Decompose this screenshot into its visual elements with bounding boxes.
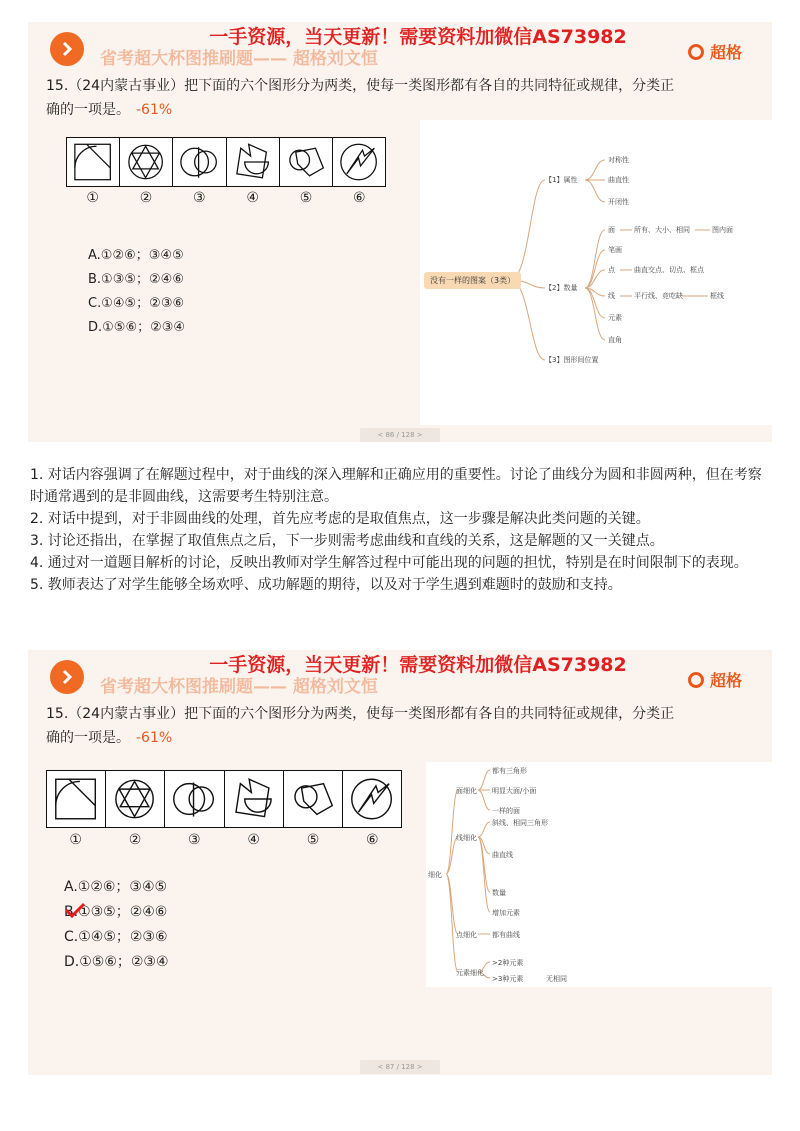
mind-map-root: 没有一样的图案（3类）: [424, 272, 521, 289]
brand-icon: [688, 672, 704, 688]
figure-label: ①: [86, 190, 99, 206]
question-line-2: 确的一项是。: [46, 730, 130, 746]
slide-header: [28, 22, 772, 72]
mm-leaf: 线: [608, 292, 615, 300]
figure-labels: [66, 190, 386, 206]
mm-leaf: >2种元素: [492, 959, 524, 967]
figure-6: [333, 138, 385, 186]
mm-leaf: 增加元素: [492, 909, 520, 917]
figure-2: [106, 771, 165, 827]
error-rate: -61%: [136, 102, 173, 118]
figure-label: ②: [139, 190, 153, 206]
mm-branch: 元素细化: [456, 969, 484, 977]
figure-1: [67, 138, 120, 186]
note-item: 3. 讨论还指出，在掌握了取值焦点之后，下一步则需考虑曲线和直线的关系，这是解题的又一关键点。: [30, 533, 664, 549]
option-d[interactable]: D.①⑤⑥；②③④: [88, 320, 186, 335]
slide-header: [28, 650, 772, 700]
mind-map: [420, 120, 772, 425]
figure-2: [120, 138, 173, 186]
mm-leaf: 曲直性: [608, 176, 629, 184]
error-rate: -61%: [136, 730, 173, 746]
brand-name: 超格: [709, 43, 742, 62]
mm-branch-attr: 【1】属性: [545, 176, 578, 184]
mm-leaf: 面: [608, 226, 615, 234]
mm-leaf: 都有曲线: [492, 931, 520, 939]
brand-icon: [688, 44, 704, 60]
chevron-right-icon: [59, 669, 75, 685]
figure-3: [165, 771, 224, 827]
figure-3: [173, 138, 226, 186]
mind-map-lines: [426, 762, 772, 987]
page-indicator[interactable]: < 87 / 128 >: [360, 1060, 440, 1074]
option-a[interactable]: A.①②⑥；③④⑤: [64, 879, 168, 895]
ad-banner-text: 一手资源，当天更新！需要资料加微信AS73982: [209, 26, 627, 48]
figure-labels: [46, 832, 402, 848]
mm-leaf: 对称性: [608, 156, 629, 164]
brand-name: 超格: [709, 671, 742, 690]
option-b[interactable]: B.①③⑤；②④⑥: [88, 272, 184, 287]
mm-leaf: >3种元素: [492, 975, 524, 983]
mm-leaf: 数量: [492, 889, 506, 897]
figure-label: ⑥: [366, 832, 379, 848]
summary-notes: [30, 464, 770, 596]
page-indicator[interactable]: < 86 / 128 >: [360, 428, 440, 442]
mm-leaf: 开闭性: [608, 198, 629, 206]
mm-leaf: 斜线、相同三角形: [492, 819, 548, 827]
figure-label: ①: [69, 832, 82, 848]
mm-branch: 点细化: [456, 931, 477, 939]
figure-label: ⑤: [306, 832, 320, 848]
mm-leaf: 曲直交点、切点、框点: [634, 266, 704, 274]
mm-branch: 面细化: [456, 787, 477, 795]
figure-5: [280, 138, 333, 186]
mind-map: [426, 762, 772, 987]
note-item: 5. 教师表达了对学生能够全场欢呼、成功解题的期待，以及对于学生遇到难题时的鼓励和支持。: [30, 577, 622, 593]
slide-page-87: [28, 650, 772, 1075]
question-line-2: 确的一项是。: [46, 102, 130, 118]
figure-4: [227, 138, 280, 186]
mm-leaf: 一样的面: [492, 807, 520, 815]
figure-4: [225, 771, 284, 827]
option-c[interactable]: C.①④⑤；②③⑥: [64, 929, 168, 945]
figure-1: [47, 771, 106, 827]
mm-leaf: 点: [608, 266, 615, 274]
mind-map-root: 细化: [428, 871, 442, 879]
course-subtitle: 省考超大杯图推刷题—— 超格刘文恒: [100, 49, 378, 69]
mm-leaf: 平行线、竞吃缺: [634, 292, 683, 300]
answer-options: [64, 875, 169, 975]
mm-leaf: 直角: [608, 336, 622, 344]
next-arrow-button[interactable]: [50, 660, 84, 694]
question-line-1: 15.（24内蒙古事业）把下面的六个图形分为两类，使每一类图形都有各自的共同特征或规律，分类正: [46, 78, 675, 94]
mm-leaf: 都有三角形: [492, 767, 527, 775]
mm-leaf: 明显大面/小面: [492, 787, 537, 795]
figure-label: ④: [246, 190, 259, 206]
note-item: 4. 通过对一道题目解析的讨论，反映出教师对学生解答过程中可能出现的问题的担忧，特别是在时间限制下的表现。: [30, 555, 748, 571]
mm-leaf: 图内面: [712, 226, 733, 234]
question-text: [46, 702, 746, 750]
slide-page-86: [28, 22, 772, 442]
course-subtitle: 省考超大杯图推刷题—— 超格刘文恒: [100, 677, 378, 697]
mm-branch-position: 【3】图形间位置: [545, 356, 599, 364]
question-line-1: 15.（24内蒙古事业）把下面的六个图形分为两类，使每一类图形都有各自的共同特征或规律，分类正: [46, 706, 675, 722]
option-c[interactable]: C.①④⑤；②③⑥: [88, 296, 185, 311]
question-text: [46, 74, 746, 122]
figure-label: ③: [193, 190, 206, 206]
answer-options: [88, 244, 185, 340]
figure-6: [343, 771, 401, 827]
option-d[interactable]: D.①⑤⑥；②③④: [64, 954, 169, 970]
note-item: 1. 对话内容强调了在解题过程中，对于曲线的深入理解和正确应用的重要性。讨论了曲线分为圆和非圆两种，但在考察时通常遇到的是非圆曲线，这需要考生特别注意。: [30, 467, 762, 505]
brand-logo: [688, 40, 742, 63]
figure-row: [46, 770, 402, 828]
mm-branch-count: 【2】数量: [545, 284, 578, 292]
next-arrow-button[interactable]: [50, 32, 84, 66]
note-item: 2. 对话中提到，对于非圆曲线的处理，首先应考虑的是取值焦点，这一步骤是解决此类问题的关键。: [30, 511, 650, 527]
mm-leaf: 曲直线: [492, 851, 513, 859]
figure-5: [284, 771, 343, 827]
option-b[interactable]: B.①③⑤；②④⑥: [64, 904, 168, 920]
figure-label: ④: [247, 832, 260, 848]
ad-banner-text: 一手资源，当天更新！需要资料加微信AS73982: [209, 654, 627, 676]
option-a[interactable]: A.①②⑥；③④⑤: [88, 248, 184, 263]
chevron-right-icon: [59, 41, 75, 57]
mm-leaf: 框线: [710, 292, 724, 300]
mm-leaf: 所有、大小、相同: [634, 226, 690, 234]
figure-row: [66, 137, 386, 187]
figure-label: ⑥: [353, 190, 366, 206]
mm-leaf: 无相同: [546, 975, 567, 983]
figure-label: ⑤: [299, 190, 313, 206]
brand-logo: [688, 668, 742, 691]
mm-branch: 线细化: [456, 834, 477, 842]
mm-leaf: 元素: [608, 314, 622, 322]
mm-leaf: 笔画: [608, 246, 622, 254]
check-mark-icon: [64, 902, 86, 918]
figure-label: ③: [188, 832, 201, 848]
figure-label: ②: [128, 832, 142, 848]
